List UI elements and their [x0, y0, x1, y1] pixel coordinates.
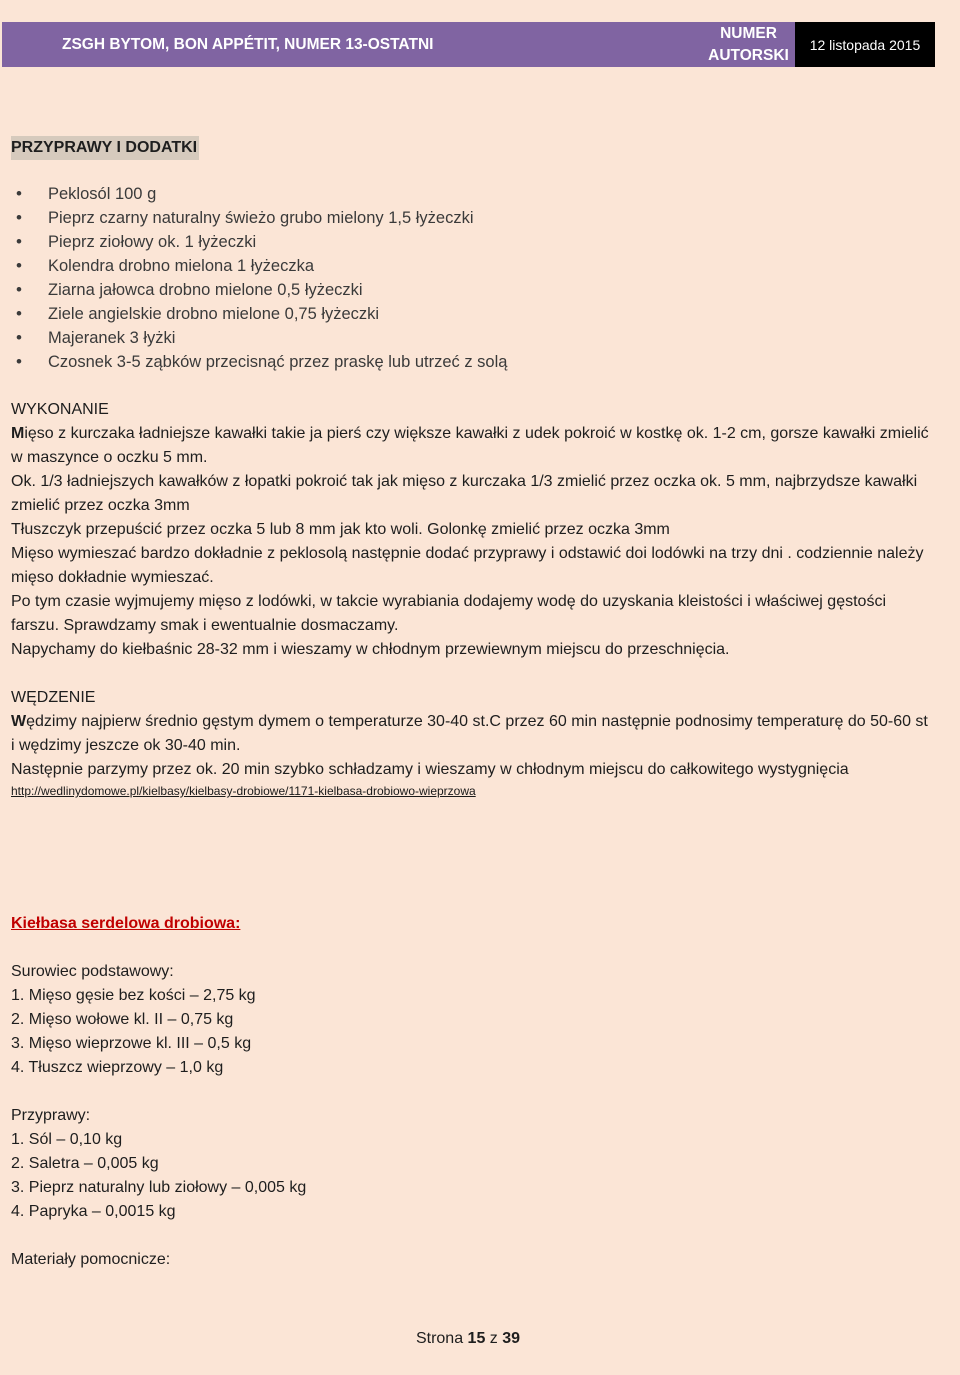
spice-item: 2. Saletra – 0,005 kg — [11, 1155, 159, 1172]
spice-item: 1. Sól – 0,10 kg — [11, 1131, 123, 1148]
raw-material-item: 3. Mięso wieprzowe kl. III – 0,5 kg — [11, 1035, 252, 1052]
execution-paragraph-text: ięso z kurczaka ładniejsze kawałki takie ja pierś czy większe kawałki z udek pokroić w kostkę ok. 1-2 cm, gorsze kawałki zmielić w maszynce o oczku 5 mm. — [11, 425, 929, 466]
recipe-title: Kiełbasa serdelowa drobiowa: — [11, 915, 241, 932]
list-item: • Kolendra drobno mielona 1 łyżeczka — [11, 254, 931, 278]
raw-material-item: 4. Tłuszcz wieprzowy – 1,0 kg — [11, 1059, 224, 1076]
footer-prefix: Strona — [415, 1330, 464, 1347]
page-footer — [0, 1330, 960, 1348]
spices-list — [11, 182, 931, 374]
footer-mid: z — [489, 1330, 498, 1347]
spices-heading: PRZYPRAWY I DODATKI — [11, 136, 199, 160]
list-item: • Pieprz czarny naturalny świeżo grubo mielony 1,5 łyżeczki — [11, 206, 931, 230]
header-date: 12 listopada 2015 — [795, 22, 935, 67]
source-link[interactable]: http://wedlinydomowe.pl/kielbasy/kielbasy-drobiowe/1171-kielbasa-drobiowo-wieprzowa — [11, 784, 476, 798]
footer-total-pages: 39 — [502, 1330, 521, 1347]
list-item: • Czosnek 3-5 ząbków przecisnąć przez praskę lub utrzeć z solą — [11, 350, 931, 374]
smoking-paragraph-text: ędzimy najpierw średnio gęstym dymem o temperaturze 30-40 st.C przez 60 min następnie podnosimy temperaturę do 50-60 st i wędzimy jeszcze ok 30-40 min. — [11, 713, 928, 754]
header-issue-line1: NUMER — [720, 24, 777, 42]
page-content — [11, 136, 931, 1272]
smoking-first-letter: W — [11, 713, 27, 730]
list-item: • Majeranek 3 łyżki — [11, 326, 931, 350]
raw-material-label: Surowiec podstawowy: — [11, 963, 174, 980]
execution-paragraph: Ok. 1/3 ładniejszych kawałków z łopatki pokroić tak jak mięso z kurczaka 1/3 zmielić przez oczka ok. 5 mm, najbrzydsze kawałki zmielić przez oczka 3mm — [11, 473, 918, 514]
smoking-heading: WĘDZENIE — [11, 689, 96, 706]
page-header — [2, 22, 935, 67]
smoking-paragraph — [11, 710, 931, 758]
execution-paragraph: Napychamy do kiełbaśnic 28-32 mm i wieszamy w chłodnym przewiewnym miejscu do przeschnięcia. — [11, 641, 730, 658]
execution-heading: WYKONANIE — [11, 401, 109, 418]
raw-material-item: 1. Mięso gęsie bez kości – 2,75 kg — [11, 987, 256, 1004]
list-item: • Ziele angielskie drobno mielone 0,75 łyżeczki — [11, 302, 931, 326]
spice-item: 4. Papryka – 0,0015 kg — [11, 1203, 176, 1220]
list-item: • Pieprz ziołowy ok. 1 łyżeczki — [11, 230, 931, 254]
smoking-paragraph: Następnie parzymy przez ok. 20 min szybko schładzamy i wieszamy w chłodnym miejscu do całkowitego wystygnięcia — [11, 761, 849, 778]
raw-material-item: 2. Mięso wołowe kl. II – 0,75 kg — [11, 1011, 234, 1028]
list-item: • Ziarna jałowca drobno mielone 0,5 łyżeczki — [11, 278, 931, 302]
header-title: ZSGH BYTOM, BON APPÉTIT, NUMER 13-OSTATNI — [2, 22, 702, 67]
execution-paragraph: Po tym czasie wyjmujemy mięso z lodówki, w takcie wyrabiania dodajemy wodę do uzyskania kleistości i właściwej gęstości farszu. Sprawdzamy smak i ewentualnie dosmaczamy. — [11, 593, 886, 634]
execution-paragraph: Tłuszczyk przepuścić przez oczka 5 lub 8 mm jak kto woli. Golonkę zmielić przez oczka 3mm — [11, 521, 670, 538]
execution-first-letter: M — [11, 425, 25, 442]
auxiliary-materials-label: Materiały pomocnicze: — [11, 1251, 171, 1268]
footer-page-number: 15 — [467, 1330, 486, 1347]
header-issue-line2: AUTORSKI — [708, 46, 789, 64]
execution-paragraph: Mięso wymieszać bardzo dokładnie z peklosolą następnie dodać przyprawy i odstawić doi lodówki na trzy dni . codziennie należy mięso dokładnie wymieszać. — [11, 545, 924, 586]
spice-item: 3. Pieprz naturalny lub ziołowy – 0,005 kg — [11, 1179, 307, 1196]
spices-label: Przyprawy: — [11, 1107, 91, 1124]
execution-paragraph — [11, 422, 931, 470]
list-item: • Peklosól 100 g — [11, 182, 931, 206]
header-issue — [702, 22, 795, 67]
